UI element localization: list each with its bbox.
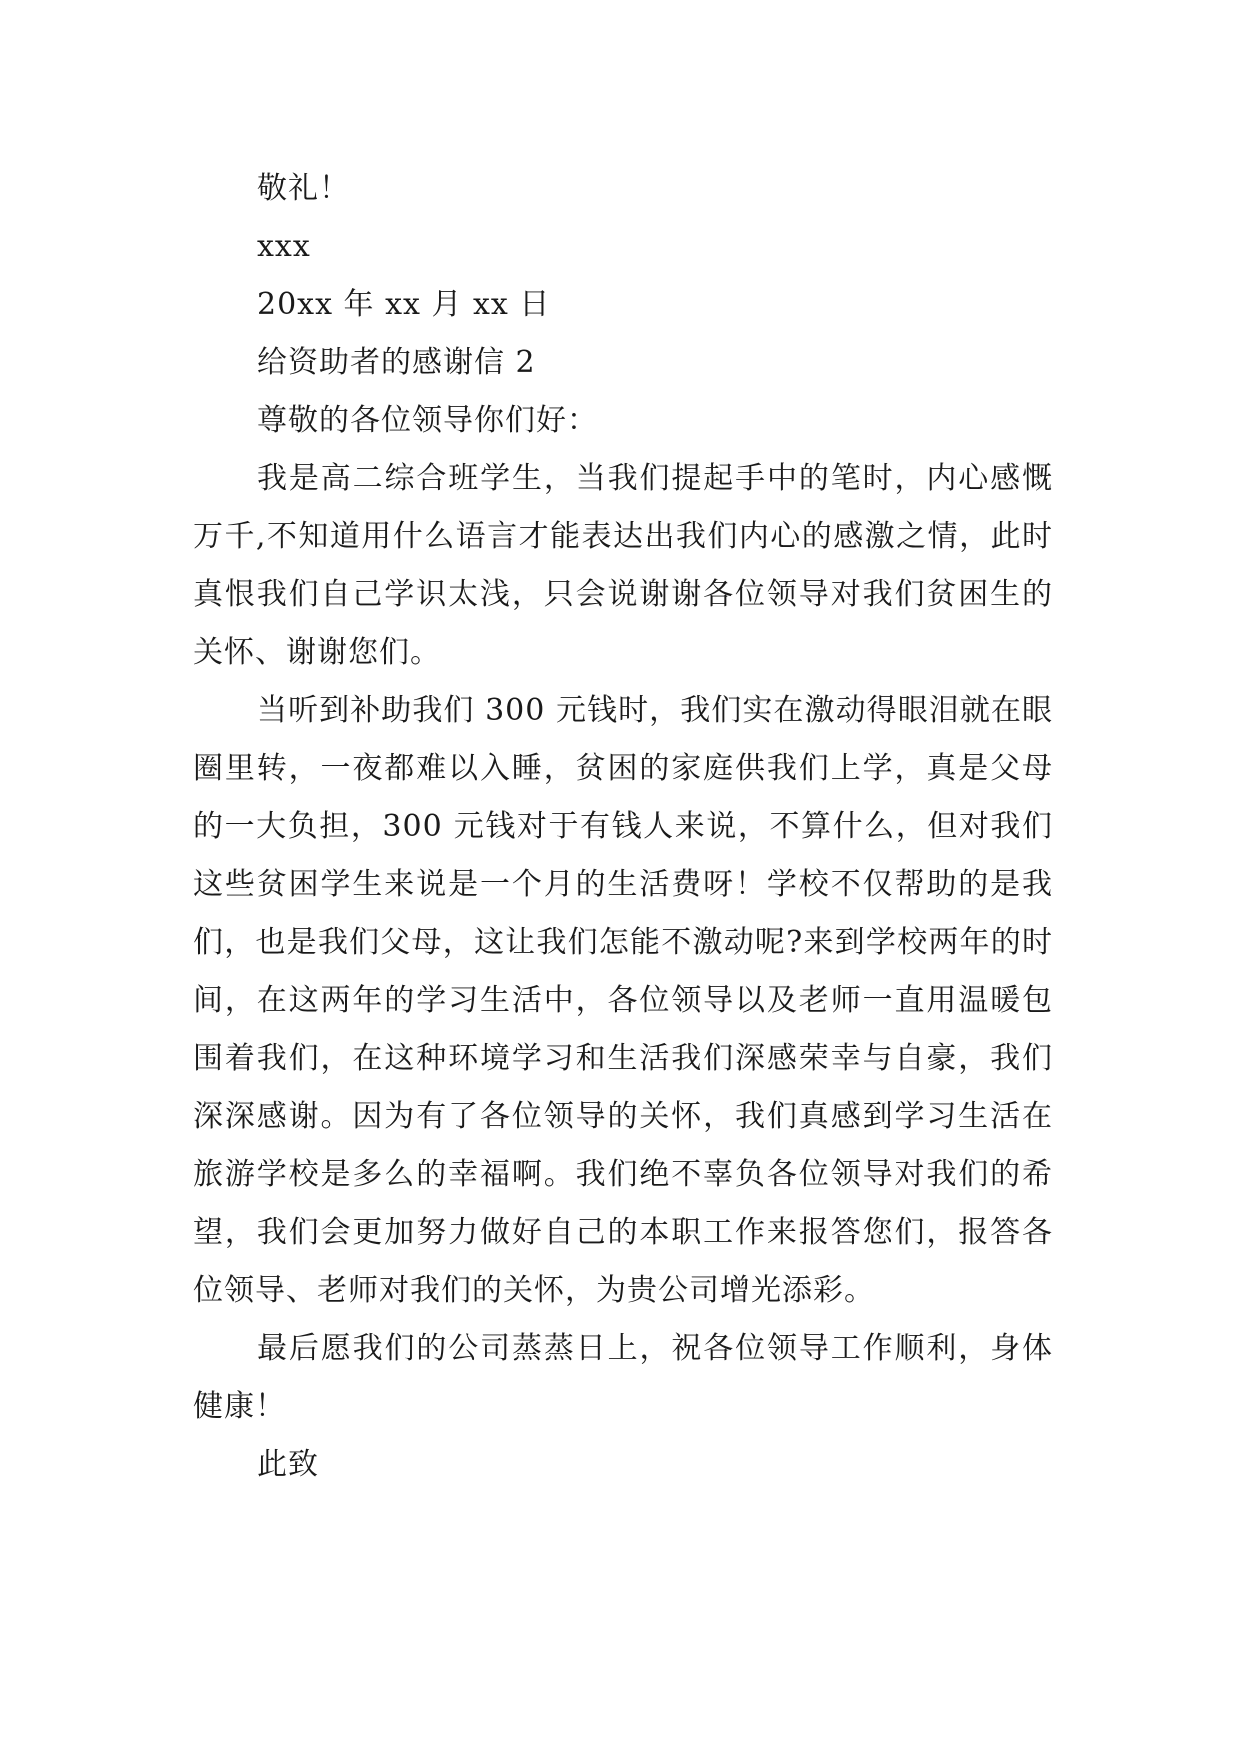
closing-salute: 敬礼！ <box>257 171 350 206</box>
paragraph-1: 我是高二综合班学生，当我们提起手中的笔时，内心感慨万千,不知道用什么语言才能表达出我们内心的感激之情，此时真恨我们自己学识太浅，只会说谢谢各位领导对我们贫困生的关怀、谢谢您们。 <box>193 461 1053 670</box>
letter-date: 20xx 年 xx 月 xx 日 <box>257 287 551 322</box>
paragraph-2: 当听到补助我们 300 元钱时，我们实在激动得眼泪就在眼圈里转，一夜都难以入睡，贫困的家庭供我们上学，真是父母的一大负担，300 元钱对于有钱人来说，不算什么，但对我们这些贫困学生来说是一个月的生活费呀！学校不仅帮助的是我们，也是我们父母，这让我们怎能不激动呢?来到学校两年的时间，在这两年的学习生活中，各位领导以及老师一直用温暖包围着我们，在这种环境学习和生活我们深感荣幸与自豪，我们深深感谢。因为有了各位领导的关怀，我们真感到学习生活在旅游学校是多么的幸福啊。我们绝不辜负各位领导对我们的希望，我们会更加努力做好自己的本职工作来报答您们，报答各位领导、老师对我们的关怀，为贵公司增光添彩。 <box>193 693 1053 1308</box>
letter-title: 给资助者的感谢信 2 <box>257 345 536 380</box>
closing-phrase: 此致 <box>257 1447 319 1482</box>
letter-body <box>193 160 1053 1494</box>
greeting: 尊敬的各位领导你们好： <box>257 403 598 438</box>
signature: xxx <box>257 229 311 264</box>
paragraph-3: 最后愿我们的公司蒸蒸日上，祝各位领导工作顺利，身体健康！ <box>193 1331 1053 1424</box>
